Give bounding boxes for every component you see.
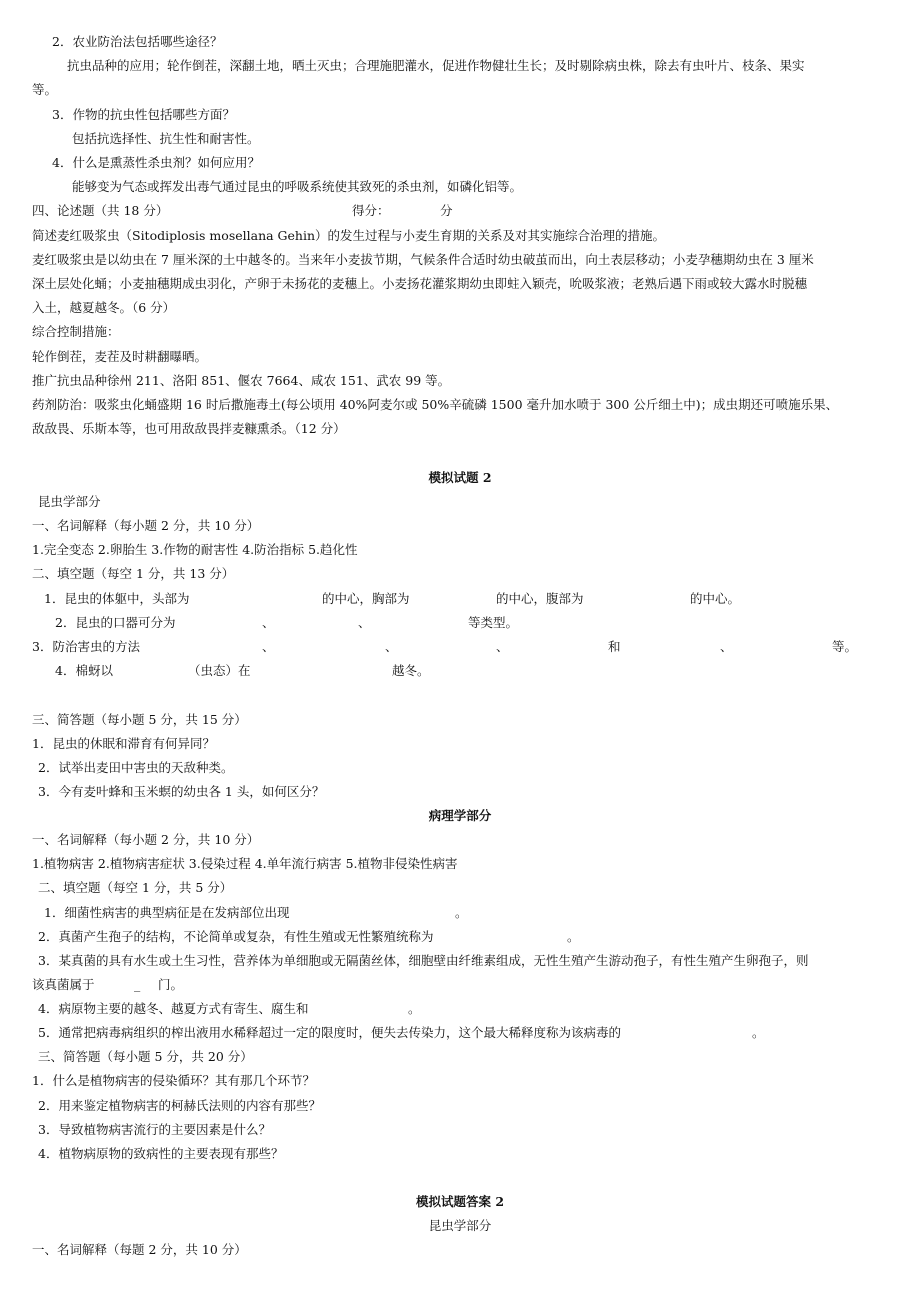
question-2: 2．农业防治法包括哪些途径？ — [52, 34, 223, 49]
patho-section-3-title: 三、简答题（每小题 5 分，共 20 分） — [38, 1049, 253, 1064]
insect-part-heading: 昆虫学部分 — [38, 494, 101, 509]
answer-2-title: 模拟试题答案 2 — [415, 1194, 505, 1209]
patho-fill-3-line-2-b: 门。 — [158, 977, 184, 992]
control-measure-1: 轮作倒茬，麦茬及时耕翻曝晒。 — [32, 349, 208, 364]
essay-answer-line-1: 麦红吸浆虫是以幼虫在 7 厘米深的土中越冬的。当来年小麦拔节期，气候条件合适时幼虫破茧而出，向土表层移动；小麦孕穗期幼虫在 3 厘米 — [32, 252, 814, 267]
question-3: 3．作物的抗虫性包括哪些方面？ — [52, 107, 235, 122]
insect-section-1-items: 1.完全变态 2.卵胎生 3.作物的耐害性 4.防治指标 5.趋化性 — [32, 542, 358, 557]
patho-fill-3-line-1: 3．某真菌的具有水生或土生习性，营养体为单细胞或无隔菌丝体，细胞壁由纤维素组成，无性生殖产生游动孢子，有性生殖产生卵孢子，则 — [38, 953, 809, 968]
fill-3-part-a: 3．防治害虫的方法 — [32, 639, 140, 654]
question-4: 4．什么是熏蒸性杀虫剂？如何应用？ — [52, 155, 260, 170]
essay-answer-line-2: 深土层处化蛹；小麦抽穗期成虫羽化，产卵于未扬花的麦穗上。小麦扬花灌浆期幼虫即蛀入颖壳，吮吸浆液；老熟后遇下雨或较大露水时脱穗 — [32, 276, 808, 291]
fill-4-part-b: （虫态）在 — [188, 663, 251, 678]
fill-1-part-c: 的中心，腹部为 — [496, 591, 584, 606]
insect-short-q3: 3．今有麦叶蜂和玉米螟的幼虫各 1 头，如何区分？ — [38, 784, 325, 799]
fill-2-part-a: 2．昆虫的口器可分为 — [55, 615, 176, 630]
patho-fill-5-a: 5．通常把病毒病组织的榨出液用水稀释超过一定的限度时，便失去传染力，这个最大稀释度称为该病毒的 — [38, 1025, 621, 1040]
answer-2-section-1-title: 一、名词解释（每题 2 分，共 10 分） — [32, 1242, 247, 1257]
fill-3-sep-3: 、 — [496, 639, 509, 654]
patho-short-q3: 3．导致植物病害流行的主要因素是什么？ — [38, 1122, 271, 1137]
essay-answer-line-3: 入土，越夏越冬。（6 分） — [32, 300, 176, 315]
patho-short-q1: 1．什么是植物病害的侵染循环？其有那几个环节？ — [32, 1073, 315, 1088]
control-title: 综合控制措施： — [32, 324, 120, 339]
patho-fill-1-b: 。 — [455, 905, 468, 920]
patho-fill-5-b: 。 — [752, 1025, 765, 1040]
patho-fill-2-b: 。 — [567, 929, 580, 944]
patho-short-q4: 4．植物病原物的致病性的主要表现有那些？ — [38, 1146, 284, 1161]
control-measure-2: 推广抗虫品种徐州 211、洛阳 851、偃农 7664、咸农 151、武农 99 等。 — [32, 373, 451, 388]
patho-fill-4-b: 。 — [408, 1001, 421, 1016]
control-measure-3-line-1: 药剂防治：吸浆虫化蛹盛期 16 时后撒施毒土(每公顷用 40%阿麦尔或 50%辛硫磷 1500 毫升加水喷于 300 公斤细土中)；成虫期还可喷施乐果、 — [32, 397, 839, 412]
fill-3-sep-2: 、 — [385, 639, 398, 654]
patho-section-1-title: 一、名词解释（每小题 2 分，共 10 分） — [32, 832, 260, 847]
exam-2-title: 模拟试题 2 — [428, 470, 492, 485]
insect-section-3-title: 三、简答题（每小题 5 分，共 15 分） — [32, 712, 247, 727]
fill-2-sep-1: 、 — [262, 615, 275, 630]
score-label: 得分： — [352, 203, 390, 218]
answer-2-line-1: 抗虫品种的应用；轮作倒茬，深翻土地，晒土灭虫；合理施肥灌水，促进作物健壮生长；及时剔除病虫株，除去有虫叶片、枝条、果实 — [67, 58, 805, 73]
fill-1-part-d: 的中心。 — [690, 591, 741, 606]
patho-fill-1-a: 1．细菌性病害的典型病征是在发病部位出现 — [44, 905, 290, 920]
answer-2-insect-part: 昆虫学部分 — [428, 1218, 492, 1233]
score-unit: 分 — [440, 203, 453, 218]
pathology-part-heading: 病理学部分 — [428, 808, 492, 823]
patho-fill-3-line-2-a: 该真菌属于 — [32, 977, 95, 992]
fill-3-end: 等。 — [832, 639, 858, 654]
fill-2-sep-2: 、 — [358, 615, 371, 630]
answer-3: 包括抗选择性、抗生性和耐害性。 — [72, 131, 260, 146]
insect-short-q2: 2．试举出麦田中害虫的天敌种类。 — [38, 760, 234, 775]
fill-1-part-a: 1．昆虫的体躯中，头部为 — [44, 591, 190, 606]
essay-question: 简述麦红吸浆虫（Sitodiplosis mosellana Gehin）的发生过程与小麦生育期的关系及对其实施综合治理的措施。 — [32, 228, 666, 243]
section-4-title: 四、论述题（共 18 分） — [32, 203, 169, 218]
patho-section-1-items: 1.植物病害 2.植物病害症状 3.侵染过程 4.单年流行病害 5.植物非侵染性病害 — [32, 856, 458, 871]
fill-4-part-a: 4．棉蚜以 — [55, 663, 113, 678]
fill-3-sep-4: 、 — [720, 639, 733, 654]
patho-short-q2: 2．用来鉴定植物病害的柯赫氏法则的内容有那些？ — [38, 1098, 321, 1113]
fill-3-and: 和 — [608, 639, 621, 654]
patho-fill-4-a: 4．病原物主要的越冬、越夏方式有寄生、腐生和 — [38, 1001, 309, 1016]
patho-fill-3-blank: _ — [134, 977, 141, 992]
answer-2-line-2: 等。 — [32, 82, 58, 97]
fill-1-part-b: 的中心，胸部为 — [322, 591, 410, 606]
insect-short-q1: 1．昆虫的休眠和滞育有何异同？ — [32, 736, 215, 751]
patho-fill-2-a: 2．真菌产生孢子的结构，不论简单或复杂，有性生殖或无性繁殖统称为 — [38, 929, 434, 944]
fill-3-sep-1: 、 — [262, 639, 275, 654]
answer-4: 能够变为气态或挥发出毒气通过昆虫的呼吸系统使其致死的杀虫剂，如磷化铝等。 — [72, 179, 523, 194]
insect-section-2-title: 二、填空题（每空 1 分，共 13 分） — [32, 566, 235, 581]
fill-2-end: 等类型。 — [468, 615, 519, 630]
control-measure-3-line-2: 敌敌畏、乐斯本等，也可用敌敌畏拌麦糠熏杀。（12 分） — [32, 421, 346, 436]
patho-section-2-title: 二、填空题（每空 1 分，共 5 分） — [38, 880, 233, 895]
fill-4-part-c: 越冬。 — [392, 663, 430, 678]
insect-section-1-title: 一、名词解释（每小题 2 分，共 10 分） — [32, 518, 260, 533]
